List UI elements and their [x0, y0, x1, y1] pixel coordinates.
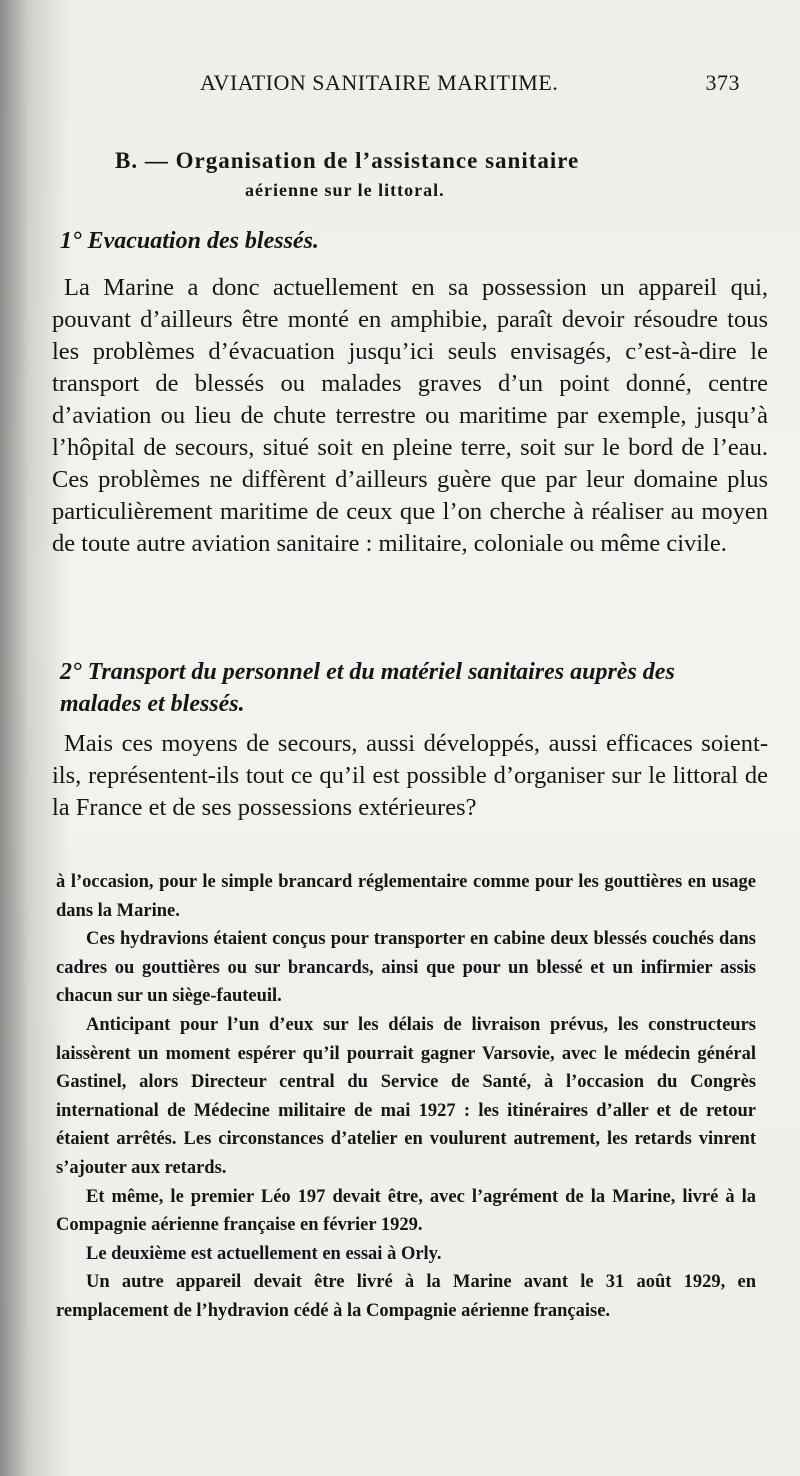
page-number: 373 [705, 70, 740, 95]
section-heading-line2: aérienne sur le littoral. [245, 180, 445, 200]
footnote-paragraph: Ces hydravions étaient conçus pour transporter en cabine deux blessés couchés dans cadres ou gouttières ou sur brancards, ainsi que pour un blessé et un infirmier assis chacun sur un siège-fauteuil. [56, 929, 756, 1007]
footnotes [56, 868, 756, 1326]
footnote-paragraph: Un autre appareil devait être livré à la Marine avant le 31 août 1929, en remplacement de l’hydravion cédé à la Compagnie aérienne française. [56, 1272, 756, 1321]
body-paragraph-1 [52, 272, 768, 560]
body-paragraph-2 [52, 728, 768, 824]
footnote-paragraph: à l’occasion, pour le simple brancard réglementaire comme pour les gouttières en usage dans la Marine. [56, 872, 756, 921]
paragraph-text: Mais ces moyens de secours, aussi développés, aussi efficaces soient-ils, représentent-ils tout ce qu’il est possible d’organiser sur le littoral de la France et de ses possessions extérieures? [52, 730, 768, 821]
footnote-paragraph: Anticipant pour l’un d’eux sur les délais de livraison prévus, les constructeurs laissèrent un moment espérer qu’il pourrait gagner Varsovie, avec le médecin général Gastinel, alors Directeur central du Service de Santé, à l’occasion du Congrès international de Médecine militaire de mai 1927 : les itinéraires d’aller et de retour étaient arrêtés. Les circonstances d’atelier en voulurent autrement, les retards vinrent s’ajouter aux retards. [56, 1014, 756, 1178]
footnote-paragraph: Et même, le premier Léo 197 devait être, avec l’agrément de la Marine, livré à la Compagnie aérienne française en février 1929. [56, 1186, 756, 1236]
section-heading-line1: B. — Organisation de l’assistance sanitaire [115, 148, 580, 173]
running-head-title: AVIATION SANITAIRE MARITIME. [200, 70, 559, 95]
paragraph-text: La Marine a donc actuellement en sa possession un appareil qui, pouvant d’ailleurs être monté en amphibie, paraît devoir résoudre tous les problèmes d’évacuation jusqu’ici seuls envisagés, c’est-à-dire le transport de blessés ou malades graves d’un point donné, centre d’aviation ou lieu de chute terrestre ou maritime par exemple, jusqu’à l’hôpital de secours, situé soit en pleine terre, soit sur le bord de l’eau. Ces problèmes ne diffèrent d’ailleurs guère que par leur domaine plus particulièrement maritime de ceux que l’on cherche à réaliser au moyen de toute autre aviation sanitaire : militaire, coloniale ou même civile. [52, 274, 768, 557]
section-heading [115, 148, 755, 201]
subsection-heading-transport: 2° Transport du personnel et du matériel sanitaires auprès des malades et blessés. [60, 659, 675, 717]
footnote-paragraph: Le deuxième est actuellement en essai à Orly. [86, 1243, 442, 1264]
subsection-heading-evacuation: 1° Evacuation des blessés. [60, 228, 319, 254]
